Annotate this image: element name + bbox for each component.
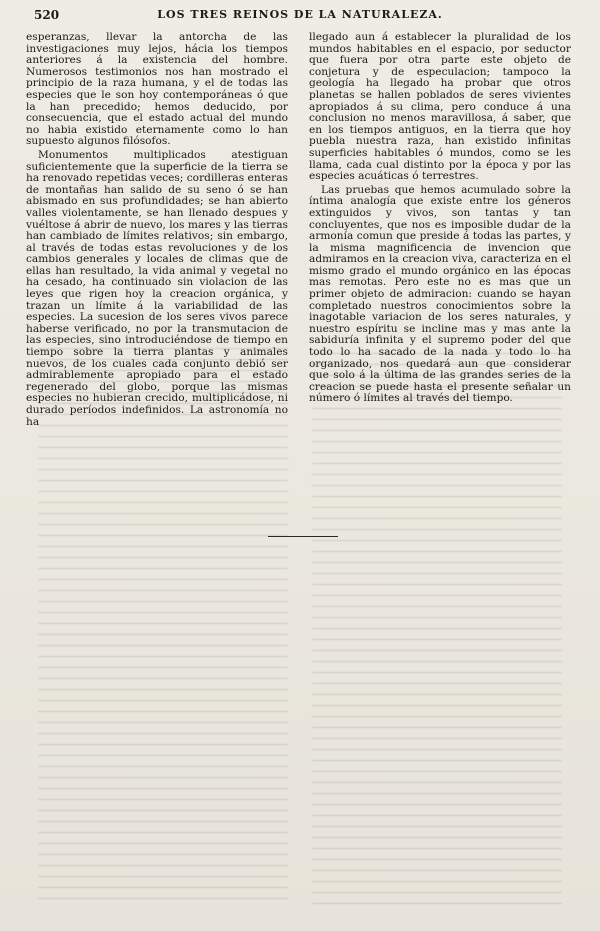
- bleed-through-text: [312, 345, 562, 905]
- left-column: [26, 32, 288, 430]
- paragraph: Las pruebas que hemos acumulado sobre la íntima analogía que existe entre los géneros extinguidos y vivos, son tantas y tan concluyentes, que nos es imposible dudar de la armonía comun que preside á todas las partes, y la misma magnificencia de invencion que admiramos en la creacion viva, caracteriza en el mismo grado el mundo orgánico en las épocas mas remotas. Pero este no es mas que un primer objeto de admiracion: cuando se hayan completado nuestros conocimientos sobre la inagotable variacion de los seres naturales, y nuestro espíritu se incline mas y mas ante la sabiduría infinita y el supremo poder del que todo lo ha sacado de la nada y todo lo ha organizado, nos quedará aun que considerar que solo á la última de las grandes series de la creacion se puede hasta el presente señalar un número ó límites al través del tiempo.: [309, 183, 571, 405]
- section-divider: [268, 536, 338, 537]
- right-column: [309, 32, 571, 407]
- paragraph: llegado aun á establecer la pluralidad de los mundos habitables en el espacio, por seductor que fuera por otra parte este objeto de conjetura y de especulacion; tampoco la geología ha llegado ha probar que otros planetas se hallen poblados de seres vivientes apropiados á su clima, pero conduce á una conclusion no menos maravillosa, á saber, que en los tiempos antiguos, en la tierra que hoy puebla nuestra raza, han existido infinitas superficies habitables ó mundos, como se les llama, cada cual distinto por la época y por las especies acuáticas ó terrestres.: [309, 31, 571, 183]
- page-number: 520: [34, 8, 60, 22]
- paragraph: esperanzas, llevar la antorcha de las investigaciones muy lejos, hácia los tiempos anteriores á la existencia del hombre. Numerosos testimonios nos han mostrado el principio de la raza humana, y el de todas las especies que le son hoy contemporáneas ó que la han precedido; hemos deducido, por consecuencia, que el estado actual del mundo no habia existido eternamente como lo han supuesto algunos filósofos.: [26, 31, 288, 148]
- running-title: LOS TRES REINOS DE LA NATURALEZA.: [157, 8, 443, 21]
- page-header: [24, 8, 576, 26]
- paragraph: Monumentos multiplicados atestiguan suficientemente que la superficie de la tierra se ha renovado repetidas veces; cordilleras enteras de montañas han salido de su seno ó se han abismado en sus profundidades; se han abierto valles violentamente, se han llenado despues y vuéltose á abrir de nuevo, los mares y las tierras han cambiado de límites relativos; sin embargo, al través de todas estas revoluciones y de los cambios generales y locales de climas que de ellas han resultado, la vida animal y vegetal no ha cesado, ha continuado sin violacion de las leyes que rigen hoy la creacion orgánica, y trazan un límite á la variabilidad de las especies. La sucesion de los seres vivos parece haberse verificado, no por la transmutacion de las especies, sino introduciéndose de tiempo en tiempo sobre la tierra plantas y animales nuevos, de los cuales cada conjunto debió ser admirablemente apropiado para el estado regenerado del globo, porque las mismas especies no hubieran crecido, multiplicádose, ni durado períodos indefinidos. La astronomía no ha: [26, 148, 288, 428]
